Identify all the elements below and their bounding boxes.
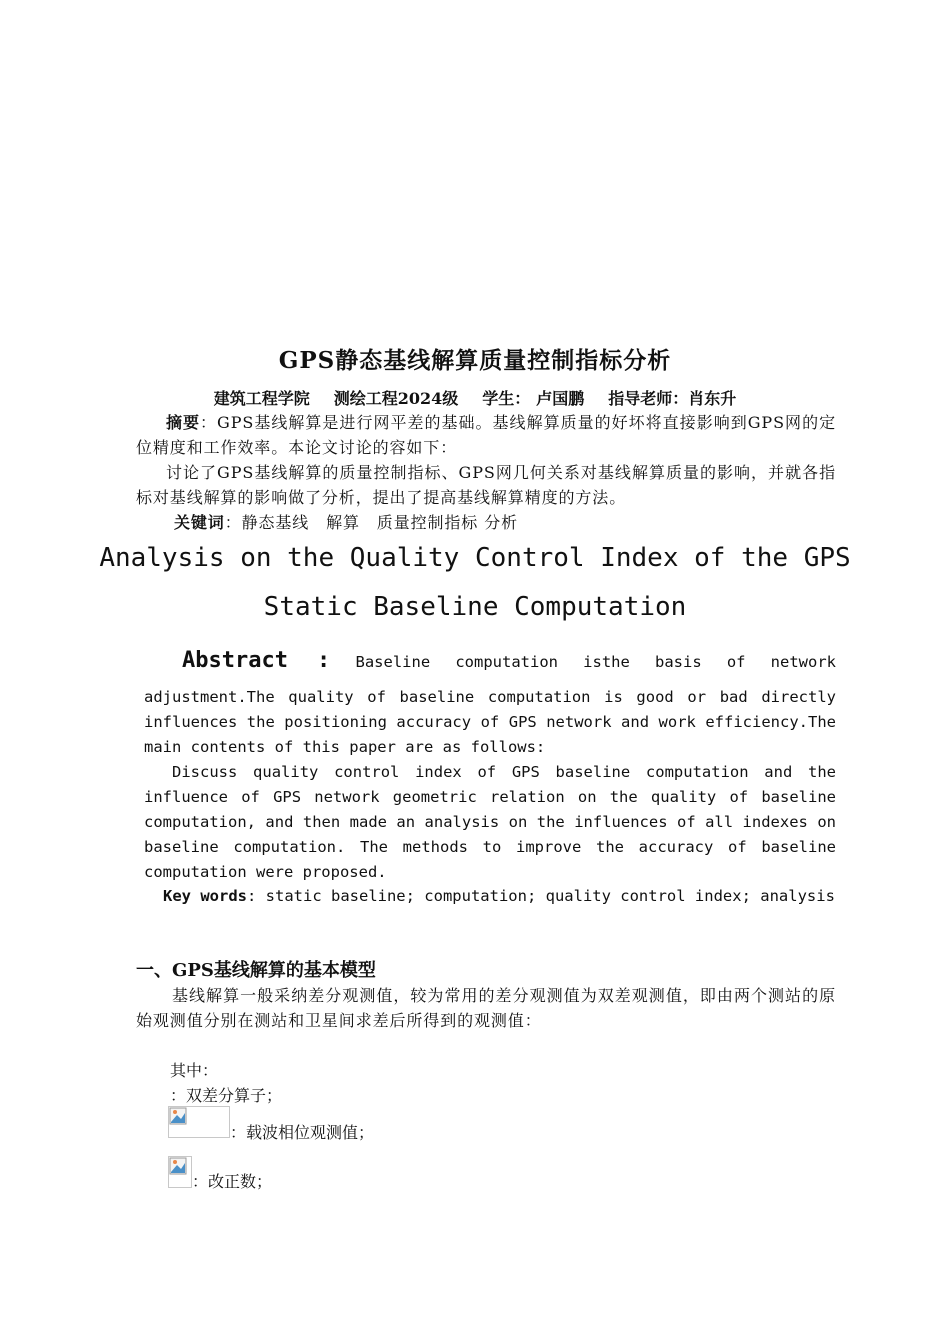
abstract-en-label: Abstract : [182,648,331,673]
keywords-en-text: : static baseline; computation; quality control index; analysis [247,887,835,905]
abstract-en-first: Baseline computation isthe basis of network [355,653,836,671]
definition-item-1: ：双差分算子； [170,1086,283,1105]
abstract-en-rest: adjustment.The quality of baseline computation is good or bad directly influences the positioning accuracy of GPS network and work efficiency.The main contents of this paper are as follows: [144,688,836,756]
broken-image-icon [169,1107,187,1125]
definition-item-3: ：改正数； [192,1172,273,1191]
advisor-name: 指导老师：肖东升 [608,389,737,408]
keywords-cn-label: 关键词 [174,513,225,532]
formula-image-placeholder-2 [168,1156,192,1188]
abstract-cn-text1: ：GPS基线解算是进行网平差的基础。基线解算质量的好坏将直接影响到GPS网的定位精度和工作效率。本论文讨论的容如下： [136,413,836,457]
keywords-en [136,884,836,909]
author-line [0,386,950,409]
broken-image-icon [169,1157,187,1175]
abstract-cn-para2: 讨论了GPS基线解算的质量控制指标、GPS网几何关系对基线解算质量的影响，并就各指标对基线解算的影响做了分析，提出了提高基线解算精度的方法。 [136,463,836,507]
abstract-en-para2: Discuss quality control index of GPS baseline computation and the influence of GPS network geometric relation on the quality of baseline computation, and then made an analysis on the influences of all indexes on baseline computation. The methods to improve the accuracy of baseline computation were proposed. [144,763,836,881]
where-label: 其中： [170,1061,219,1080]
school-name: 建筑工程学院 [213,389,310,408]
definition-item-2: ：载波相位观测值； [230,1123,375,1142]
paper-title-en-line2: Static Baseline Computation [263,592,687,622]
keywords-cn [136,510,836,535]
class-name: 测绘工程2024级 [333,389,459,408]
paper-title-en-line1: Analysis on the Quality Control Index of the GPS [99,543,851,573]
student-name [482,389,584,408]
section-heading-1: 一、GPS基线解算的基本模型 [136,960,376,981]
abstract-cn-para1 [136,410,836,460]
paper-title-cn: GPS静态基线解算质量控制指标分析 [278,347,672,374]
abstract-cn-label: 摘要 [166,413,201,432]
section-1-para: 基线解算一般采纳差分观测值，较为常用的差分观测值为双差观测值，即由两个测站的原始观测值分别在测站和卫星间求差后所得到的观测值： [136,986,836,1030]
keywords-en-label: Key words [163,887,247,905]
keywords-cn-text: ：静态基线 解算 质量控制指标 分析 [224,513,518,532]
student-label: 学生： [482,389,531,408]
student-value: 卢国鹏 [536,389,585,408]
formula-image-placeholder [168,1106,230,1138]
abstract-en-first-line [182,646,836,677]
